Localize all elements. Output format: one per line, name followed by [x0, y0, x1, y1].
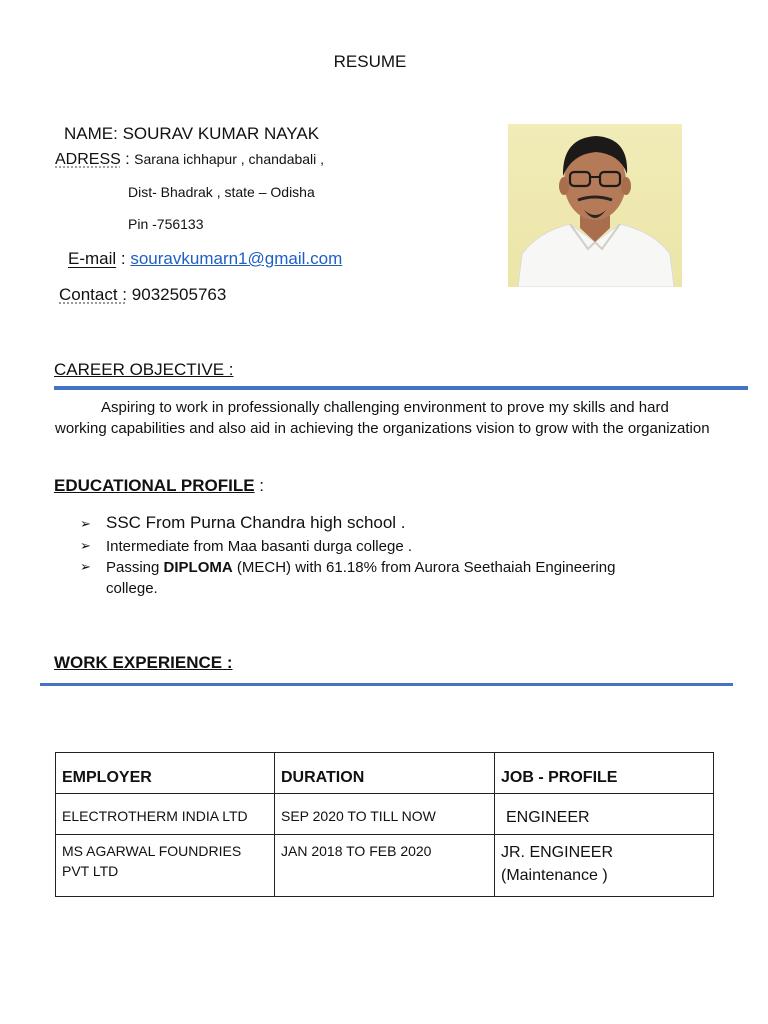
- education-item-3-rest: (MECH) with 61.18% from Aurora Seethaiah Engineering: [236, 559, 616, 576]
- page-title: RESUME: [333, 52, 407, 71]
- arrow-bullet-icon: ➢: [80, 559, 91, 574]
- table-row: [56, 794, 714, 835]
- arrow-bullet-icon: ➢: [80, 538, 91, 553]
- email-label: E-mail: [68, 249, 117, 268]
- job-profile-cell: ENGINEER: [495, 794, 714, 835]
- column-header-employer: EMPLOYER: [56, 753, 275, 794]
- address-line-3: Pin -756133: [128, 216, 204, 232]
- education-item-3-bold: DIPLOMA: [163, 559, 233, 576]
- contact-number: 9032505763: [131, 285, 227, 304]
- address-line-2: Dist- Bhadrak , state – Odisha: [128, 184, 315, 200]
- table-header-row: [56, 753, 714, 794]
- email-link[interactable]: souravkumarn1@gmail.com: [130, 249, 343, 268]
- address-line1: Sarana ichhapur , chandabali ,: [134, 151, 325, 167]
- education-item-1: SSC From Purna Chandra high school .: [106, 513, 406, 532]
- email-line: E-mail : souravkumarn1@gmail.com: [68, 249, 343, 268]
- work-experience-table: [55, 752, 714, 897]
- educational-profile-title: EDUCATIONAL PROFILE: [54, 476, 255, 495]
- career-objective-text: Aspiring to work in professionally challenging environment to prove my skills and hard working capabilities and also aid in achieving the organizations vision to grow with the organization: [55, 399, 710, 437]
- full-name: SOURAV KUMAR NAYAK: [122, 124, 320, 143]
- duration-cell: JAN 2018 TO FEB 2020: [275, 835, 495, 897]
- contact-line: [59, 285, 226, 305]
- arrow-bullet-icon: ➢: [80, 516, 91, 531]
- educational-profile-heading: [54, 476, 264, 496]
- profile-photo: [508, 124, 682, 287]
- address-line-1: ADRESS : Sarana ichhapur , chandabali ,: [55, 151, 325, 168]
- section-divider: [54, 386, 748, 390]
- educational-profile-colon: :: [259, 476, 265, 495]
- education-item-2: Intermediate from Maa basanti durga college .: [106, 538, 412, 555]
- employer-cell: ELECTROTHERM INDIA LTD: [56, 794, 275, 835]
- work-experience-heading: WORK EXPERIENCE :: [54, 653, 233, 672]
- name-label: NAME:: [64, 124, 118, 143]
- education-item-3-prefix: Passing: [106, 559, 160, 576]
- section-divider: [40, 683, 733, 686]
- education-item-3-continuation: college.: [106, 580, 158, 597]
- address-label: ADRESS: [55, 151, 121, 168]
- job-profile-cell: JR. ENGINEER (Maintenance ): [495, 835, 714, 897]
- name-line: [64, 124, 319, 144]
- column-header-job-profile: JOB - PROFILE: [495, 753, 714, 794]
- employer-cell: MS AGARWAL FOUNDRIES PVT LTD: [56, 835, 275, 897]
- education-item-3: [106, 559, 615, 576]
- duration-cell: SEP 2020 TO TILL NOW: [275, 794, 495, 835]
- contact-label: Contact :: [59, 285, 128, 304]
- column-header-duration: DURATION: [275, 753, 495, 794]
- table-row: [56, 835, 714, 897]
- career-objective-heading: CAREER OBJECTIVE :: [54, 360, 234, 379]
